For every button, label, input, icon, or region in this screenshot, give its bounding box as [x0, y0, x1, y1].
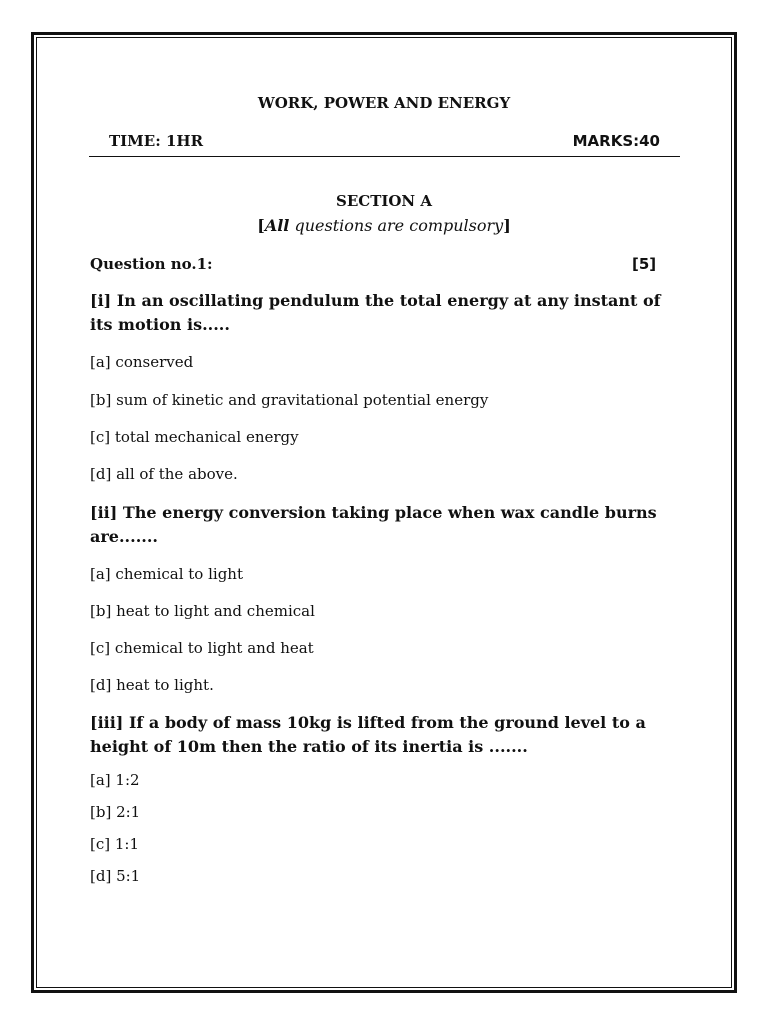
- option-c: [c] chemical to light and heat: [90, 639, 314, 657]
- section-title: SECTION A: [335, 192, 433, 210]
- option-a: [a] conserved: [90, 353, 194, 371]
- note-emphasis: All: [264, 216, 290, 235]
- option-c: [c] 1:1: [90, 835, 140, 853]
- marks-label: MARKS:40: [572, 132, 660, 150]
- note-text: questions are compulsory: [289, 216, 504, 235]
- option-a: [a] chemical to light: [90, 565, 243, 583]
- option-b: [b] sum of kinetic and gravitational potential energy: [90, 391, 489, 409]
- page-title: WORK, POWER AND ENERGY: [257, 94, 511, 112]
- note-bracket-close: ]: [503, 216, 511, 235]
- option-c: [c] total mechanical energy: [90, 428, 299, 446]
- option-d: [d] heat to light.: [90, 676, 214, 694]
- question-text: [iii] If a body of mass 10kg is lifted from the ground level to a height of 10m then the ratio of its inertia is .......: [90, 713, 646, 756]
- question-text: [i] In an oscillating pendulum the total energy at any instant of its motion is.....: [90, 291, 661, 334]
- question-marks: [5]: [632, 255, 657, 273]
- option-a: [a] 1:2: [90, 771, 140, 789]
- note-bracket-open: [: [257, 216, 265, 235]
- time-label: TIME: 1HR: [109, 132, 204, 150]
- header-divider: [89, 156, 680, 157]
- option-b: [b] 2:1: [90, 803, 141, 821]
- option-d: [d] 5:1: [90, 867, 141, 885]
- option-d: [d] all of the above.: [90, 465, 238, 483]
- question-text: [ii] The energy conversion taking place when wax candle burns are.......: [90, 503, 657, 546]
- option-b: [b] heat to light and chemical: [90, 602, 315, 620]
- section-note: [0, 216, 768, 235]
- question-label: Question no.1:: [90, 255, 213, 273]
